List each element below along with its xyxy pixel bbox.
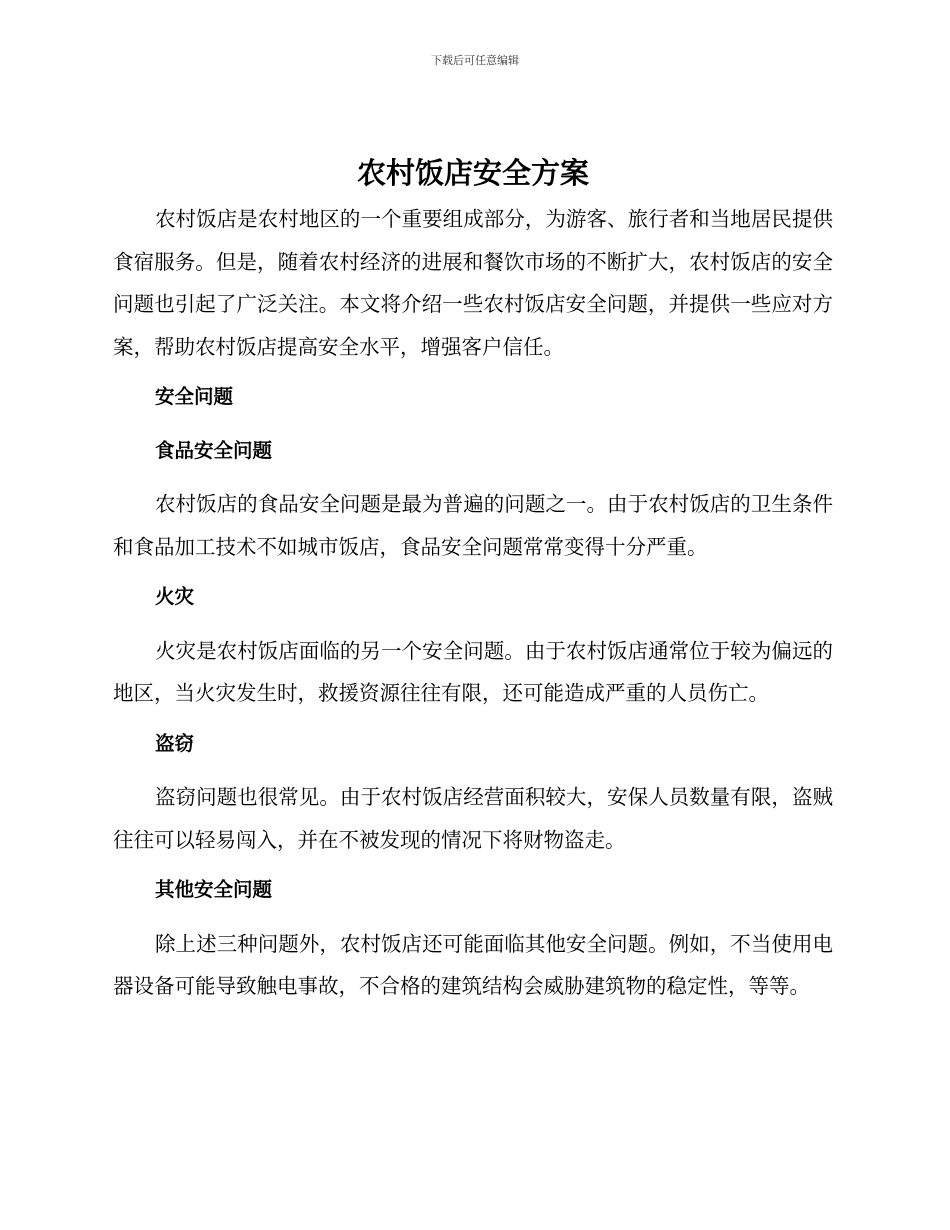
subsection-heading-theft: 盗窃 — [155, 731, 195, 755]
subsection-body-theft: 盗窃问题也很常见。由于农村饭店经营面积较大，安保人员数量有限，盗贼往往可以轻易闯入，并在不被发现的情况下将财物盗走。 — [113, 785, 833, 852]
subsection-heading-food-safety: 食品安全问题 — [155, 438, 273, 462]
subsection-body-other-issues: 除上述三种问题外，农村饭店还可能面临其他安全问题。例如，不当使用电器设备可能导致触电事故，不合格的建筑结构会威胁建筑物的稳定性，等等。 — [113, 931, 833, 998]
document-title: 农村饭店安全方案 — [356, 156, 589, 190]
document-body — [113, 150, 833, 1016]
subsection-heading-other-issues: 其他安全问题 — [155, 878, 273, 901]
page-header-note: 下载后可任意编辑 — [431, 54, 519, 67]
section-heading-safety-issues: 安全问题 — [155, 385, 234, 408]
intro-paragraph: 农村饭店是农村地区的一个重要组成部分，为游客、旅行者和当地居民提供食宿服务。但是，随着农村经济的进展和餐饮市场的不断扩大，农村饭店的安全问题也引起了广泛关注。本文将介绍一些农村饭店安全问题，并提供一些应对方案，帮助农村饭店提高安全水平，增强客户信任。 — [113, 207, 833, 359]
subsection-body-food-safety: 农村饭店的食品安全问题是最为普遍的问题之一。由于农村饭店的卫生条件和食品加工技术不如城市饭店，食品安全问题常常变得十分严重。 — [113, 492, 833, 559]
subsection-heading-fire: 火灾 — [155, 585, 195, 608]
subsection-body-fire: 火灾是农村饭店面临的另一个安全问题。由于农村饭店通常位于较为偏远的地区，当火灾发生时，救援资源往往有限，还可能造成严重的人员伤亡。 — [113, 638, 833, 705]
